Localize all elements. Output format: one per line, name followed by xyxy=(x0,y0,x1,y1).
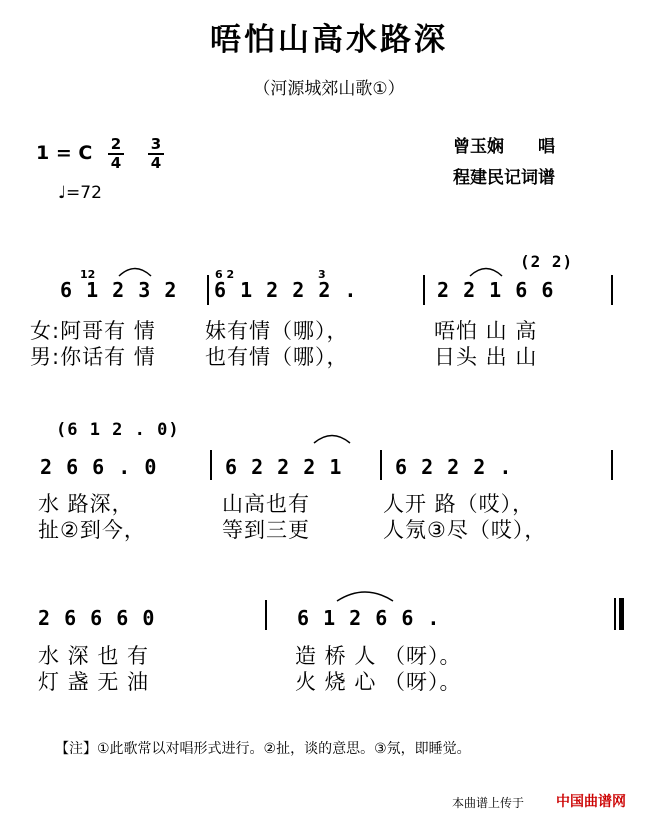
time-signature-3-4 xyxy=(148,137,164,171)
lyric-female: 女:阿哥有 情 xyxy=(30,319,156,343)
lyric-female: 妹有情（哪）， xyxy=(205,319,349,343)
recorder-credit: 程建民记词谱 xyxy=(453,168,555,188)
grace-note: 12 xyxy=(80,268,96,281)
lyric-male: 日头 出 山 xyxy=(434,345,538,369)
lyric-female: 山高也有 xyxy=(222,492,310,516)
final-bar-thick xyxy=(619,598,624,630)
measure-notes: 2 2 1 6 6 xyxy=(437,278,555,302)
key-signature: 1 = C xyxy=(36,142,93,164)
footnote: 【注】①此歌常以对唱形式进行。②扯，谈的意思。③氖，即睡觉。 xyxy=(55,741,471,757)
bar-line xyxy=(210,450,212,480)
bar-line xyxy=(380,450,382,480)
lyric-female: 水 深 也 有 xyxy=(38,644,150,668)
lyric-male: 火 烧 心 （呀）。 xyxy=(295,670,462,694)
measure-notes: 6 2 2 2 1 xyxy=(225,455,343,479)
time-top: 3 xyxy=(150,135,162,153)
lyric-female: 水 路深， xyxy=(38,492,134,516)
grace-note: 3 xyxy=(318,268,326,281)
upload-footer: 本曲谱上传于 xyxy=(452,796,525,810)
lyric-male: 灯 盏 无 油 xyxy=(38,670,150,694)
time-bottom: 4 xyxy=(110,154,122,172)
page-subtitle: （河源城郊山歌①） xyxy=(253,79,405,99)
time-bottom: 4 xyxy=(150,154,162,172)
final-bar-thin xyxy=(614,598,616,630)
lyric-male: 也有情（哪）， xyxy=(205,345,349,369)
time-top: 2 xyxy=(110,135,122,153)
lyric-female: 造 桥 人 （呀）。 xyxy=(295,644,462,668)
lyric-female: 唔怕 山 高 xyxy=(434,319,538,343)
site-logo[interactable]: 中国曲谱网 xyxy=(556,794,626,810)
lyric-male: 人氖③尽（哎）， xyxy=(383,518,547,542)
measure-notes: 6 1 2 6 6 . xyxy=(297,606,441,630)
bar-line xyxy=(423,275,425,305)
slur-mark xyxy=(335,588,395,602)
paren-notes: (2 2) xyxy=(520,252,574,271)
paren-notes: (6 1 2 . 0) xyxy=(56,420,180,440)
tempo-marking: ♩=72 xyxy=(58,183,102,203)
bar-line xyxy=(265,600,267,630)
slur-mark xyxy=(117,265,153,277)
slur-mark xyxy=(468,265,504,277)
lyric-female: 人开 路（哎）， xyxy=(383,492,535,516)
lyric-male: 等到三更 xyxy=(222,518,310,542)
lyric-male: 扯②到今， xyxy=(38,518,146,542)
bar-line xyxy=(207,275,209,305)
bar-line xyxy=(611,275,613,305)
singer-credit: 曾玉娴 唱 xyxy=(453,137,555,157)
bar-line xyxy=(611,450,613,480)
measure-notes: 6 1 2 2 2 . xyxy=(214,278,358,302)
time-signature-2-4 xyxy=(108,137,124,171)
measure-notes: 6 2 2 2 . xyxy=(395,455,513,479)
measure-notes: 2 6 6 6 0 xyxy=(38,606,156,630)
lyric-male: 男:你话有 情 xyxy=(30,345,156,369)
grace-note: 6 2 xyxy=(215,268,235,281)
measure-notes: 6 1 2 3 2 xyxy=(60,278,178,302)
page-title: 唔怕山高水路深 xyxy=(210,22,448,58)
measure-notes: 2 6 6 . 0 xyxy=(40,455,158,479)
slur-mark xyxy=(312,432,352,444)
